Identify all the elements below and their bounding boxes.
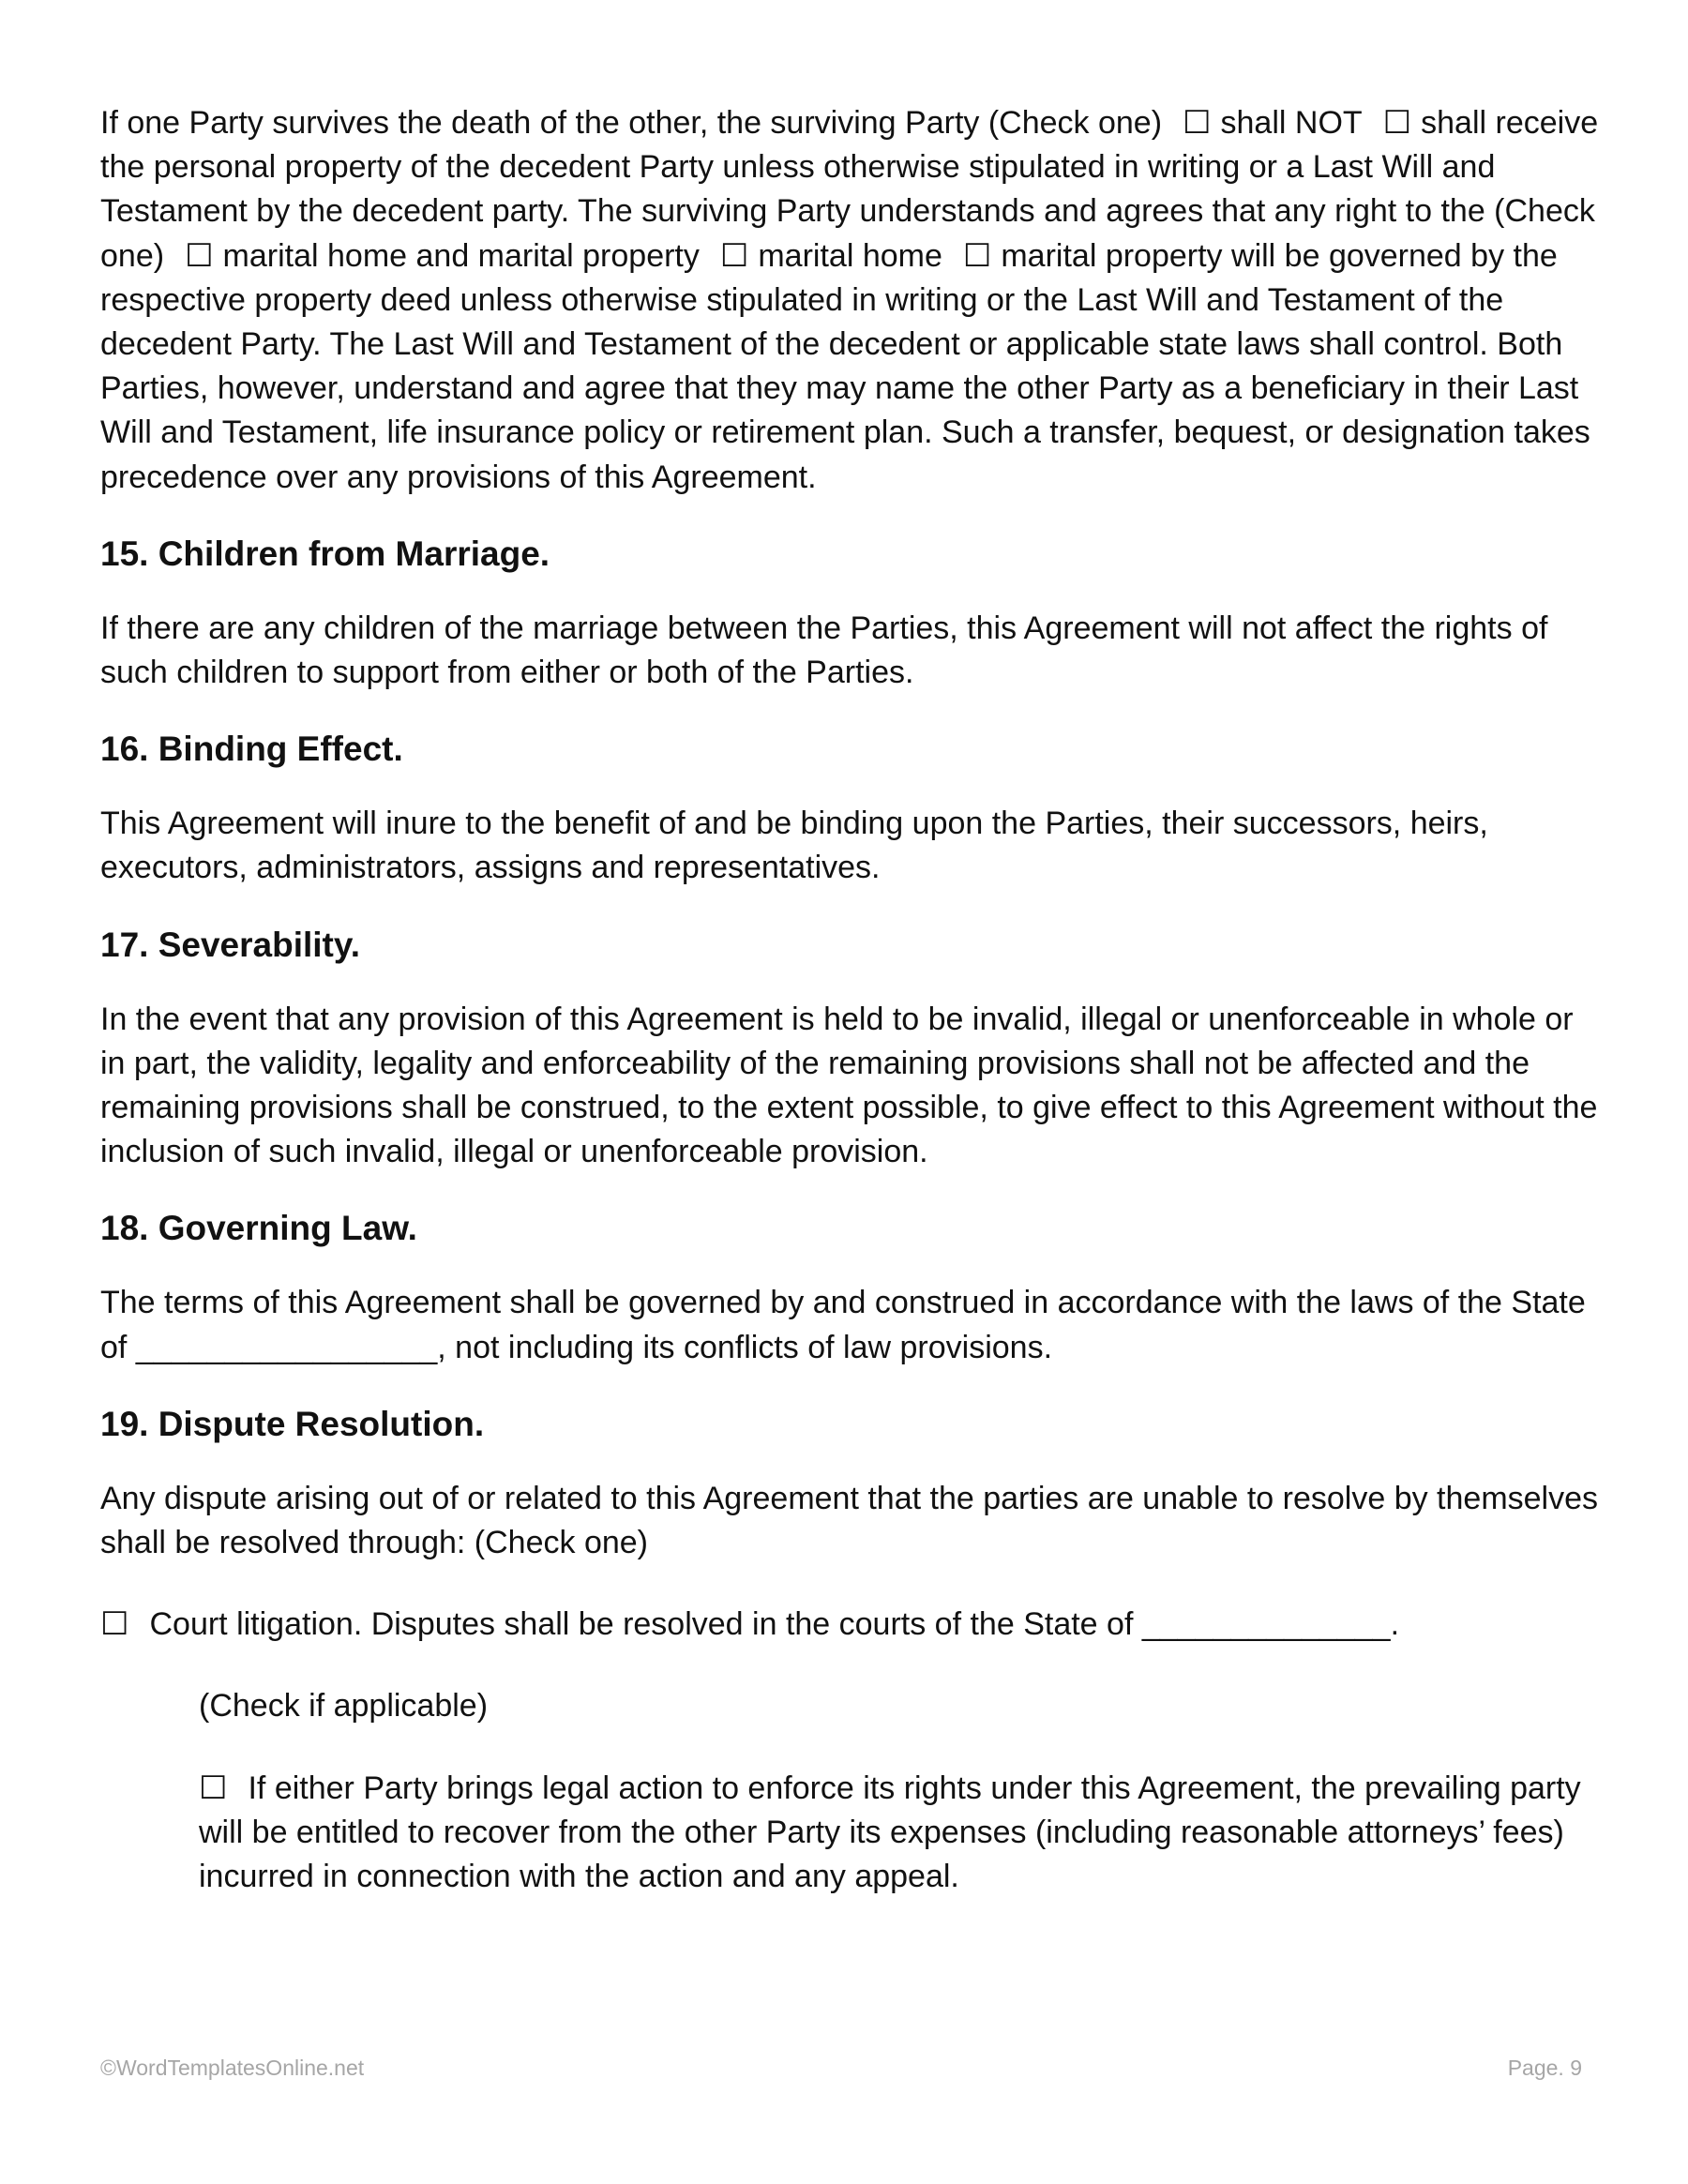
option-marital-property-label: marital property — [1001, 237, 1223, 274]
court-litigation-text: Court litigation. Disputes shall be resolved in the courts of the State of — [149, 1606, 1142, 1643]
footer-page-number: Page. 9 — [1507, 2056, 1582, 2080]
section-18-text — [100, 1281, 1601, 1369]
survivorship-text-3: will be governed by the respective property deed unless otherwise stipulated in writing or the Last Will and Testament of the decedent Party. The Last Will and Testament of the decedent or applicable state laws shall control. Both Parties, however, understand and agree that they may name the other Party as a beneficiary in their Last Will and Testament, life insurance policy or retirement plan. Such a transfer, bequest, or designation takes precedence over any provisions of this Agreement. — [100, 237, 1590, 495]
document-body — [100, 101, 1601, 1929]
checkbox-court-litigation[interactable]: ☐ — [100, 1606, 129, 1643]
court-litigation-end: . — [1390, 1606, 1400, 1643]
check-if-applicable-note: (Check if applicable) — [199, 1688, 489, 1725]
section-18-heading: 18. Governing Law. — [100, 1209, 417, 1248]
section-16-text: This Agreement will inure to the benefit of and be binding upon the Parties, their successors, heirs, executors, administrators, assigns and representatives. — [100, 806, 1488, 886]
section-19 — [100, 1400, 1601, 1899]
attorney-fees-option — [199, 1767, 1601, 1900]
option-home-and-property-label: marital home and marital property — [222, 237, 700, 274]
court-state-blank-field[interactable]: ______________ — [1141, 1606, 1391, 1643]
court-litigation-option — [100, 1603, 1601, 1647]
section-15 — [100, 530, 1601, 695]
section-17 — [100, 921, 1601, 1175]
checkbox-shall[interactable]: ☐ — [1382, 105, 1412, 141]
section-16-heading: 16. Binding Effect. — [100, 730, 403, 769]
section-16 — [100, 725, 1601, 890]
governing-law-text-before: The terms of this Agreement shall be governed by and construed in accordance with the laws of the State of — [100, 1285, 1586, 1365]
checkbox-shall-not[interactable]: ☐ — [1183, 105, 1212, 141]
survivorship-paragraph — [100, 101, 1601, 500]
survivorship-text-1: If one Party survives the death of the other, the surviving Party (Check one) — [100, 105, 1163, 141]
governing-law-text-after: , not including its conflicts of law provisions. — [437, 1329, 1053, 1365]
option-shall-label: shall — [1421, 105, 1487, 141]
section-19-text: Any dispute arising out of or related to this Agreement that the parties are unable to resolve by themselves shall be resolved through: (Check one) — [100, 1480, 1599, 1561]
section-15-heading: 15. Children from Marriage. — [100, 534, 550, 573]
attorney-fees-text: If either Party brings legal action to enforce its rights under this Agreement, the prevailing party will be entitled to recover from the other Party its expenses (including reasonable attorneys’ fees) incurred in connection with the action and any appeal. — [199, 1770, 1581, 1895]
checkbox-home-and-property[interactable]: ☐ — [185, 237, 214, 274]
section-17-text: In the event that any provision of this Agreement is held to be invalid, illegal or unenforceable in whole or in part, the validity, legality and enforceability of the remaining provisions shall not be affected and the remaining provisions shall be construed, to the extent possible, to give effect to this Agreement without the inclusion of such invalid, illegal or unenforceable provision. — [100, 1001, 1598, 1170]
option-marital-home-label: marital home — [758, 237, 942, 274]
checkbox-marital-home[interactable]: ☐ — [719, 237, 749, 274]
footer-copyright: ©WordTemplatesOnline.net — [100, 2056, 365, 2080]
section-17-heading: 17. Severability. — [100, 925, 360, 964]
checkbox-attorney-fees[interactable]: ☐ — [199, 1770, 228, 1806]
checkbox-marital-property[interactable]: ☐ — [962, 237, 992, 274]
survivorship-text-2: receive the personal property of the decedent Party unless otherwise stipulated in writing or a Last Will and Testament by the decedent party. The surviving Party understands and agrees that any right to the (Check one) — [100, 105, 1599, 274]
state-blank-field[interactable]: _________________ — [135, 1329, 438, 1365]
option-shall-not-label: shall NOT — [1220, 105, 1363, 141]
section-18 — [100, 1204, 1601, 1369]
section-15-text: If there are any children of the marriage between the Parties, this Agreement will not affect the rights of such children to support from either or both of the Parties. — [100, 610, 1548, 691]
section-19-heading: 19. Dispute Resolution. — [100, 1404, 485, 1443]
